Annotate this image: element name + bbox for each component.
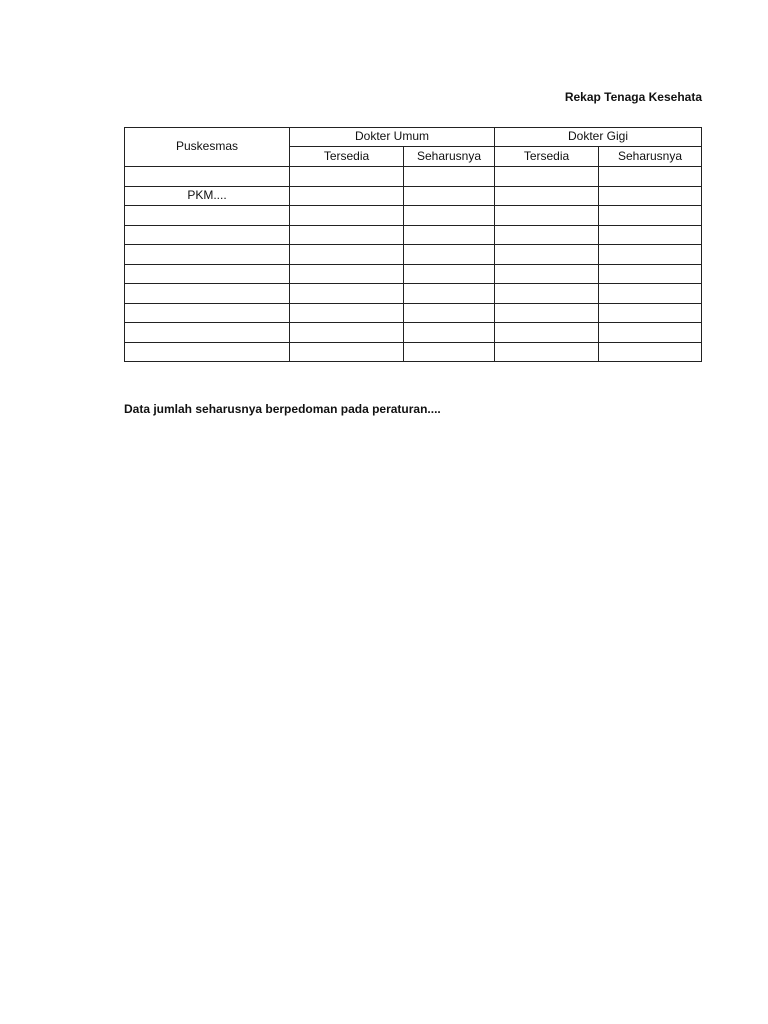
document-footnote: Data jumlah seharusnya berpedoman pada peraturan....: [124, 402, 441, 416]
cell-du-seharusnya: [404, 303, 495, 323]
header-dokter-umum: Dokter Umum: [290, 128, 495, 147]
cell-du-tersedia: [290, 206, 404, 226]
cell-dg-seharusnya: [599, 186, 702, 206]
cell-du-seharusnya: [404, 323, 495, 343]
cell-dg-seharusnya: [599, 303, 702, 323]
header-du-tersedia: Tersedia: [290, 147, 404, 167]
cell-dg-tersedia: [495, 303, 599, 323]
cell-du-tersedia: [290, 284, 404, 304]
cell-dg-tersedia: [495, 342, 599, 362]
cell-puskesmas: [125, 303, 290, 323]
table-row: [125, 206, 702, 226]
header-puskesmas: Puskesmas: [125, 128, 290, 167]
table-row: [125, 264, 702, 284]
table-row: [125, 323, 702, 343]
cell-dg-seharusnya: [599, 245, 702, 265]
cell-du-tersedia: [290, 323, 404, 343]
cell-dg-tersedia: [495, 245, 599, 265]
cell-puskesmas: [125, 284, 290, 304]
cell-du-tersedia: [290, 264, 404, 284]
table-row: [125, 167, 702, 187]
cell-du-seharusnya: [404, 225, 495, 245]
cell-dg-tersedia: [495, 167, 599, 187]
header-dg-tersedia: Tersedia: [495, 147, 599, 167]
cell-dg-tersedia: [495, 323, 599, 343]
cell-dg-seharusnya: [599, 264, 702, 284]
cell-dg-tersedia: [495, 264, 599, 284]
table-row: [125, 245, 702, 265]
cell-puskesmas: [125, 206, 290, 226]
table-row: [125, 284, 702, 304]
cell-dg-tersedia: [495, 186, 599, 206]
cell-puskesmas: [125, 225, 290, 245]
cell-du-tersedia: [290, 186, 404, 206]
cell-dg-seharusnya: [599, 323, 702, 343]
cell-du-seharusnya: [404, 264, 495, 284]
cell-du-seharusnya: [404, 206, 495, 226]
cell-puskesmas: [125, 167, 290, 187]
cell-du-seharusnya: [404, 342, 495, 362]
recap-table: [124, 127, 702, 362]
table-header-row: [125, 128, 702, 147]
cell-puskesmas: PKM....: [125, 186, 290, 206]
header-du-seharusnya: Seharusnya: [404, 147, 495, 167]
cell-du-tersedia: [290, 303, 404, 323]
cell-puskesmas: [125, 245, 290, 265]
document-title: Rekap Tenaga Kesehata: [564, 90, 702, 104]
cell-dg-seharusnya: [599, 342, 702, 362]
cell-puskesmas: [125, 264, 290, 284]
table-row: [125, 303, 702, 323]
cell-dg-seharusnya: [599, 206, 702, 226]
cell-du-seharusnya: [404, 167, 495, 187]
header-dg-seharusnya: Seharusnya: [599, 147, 702, 167]
cell-dg-seharusnya: [599, 284, 702, 304]
cell-du-tersedia: [290, 342, 404, 362]
cell-du-seharusnya: [404, 245, 495, 265]
cell-dg-tersedia: [495, 206, 599, 226]
cell-du-seharusnya: [404, 186, 495, 206]
table-row: [125, 225, 702, 245]
table-row: [125, 342, 702, 362]
cell-du-tersedia: [290, 245, 404, 265]
cell-dg-tersedia: [495, 225, 599, 245]
header-dokter-gigi: Dokter Gigi: [495, 128, 702, 147]
cell-dg-seharusnya: [599, 167, 702, 187]
cell-puskesmas: [125, 323, 290, 343]
cell-du-tersedia: [290, 225, 404, 245]
table-row: [125, 186, 702, 206]
cell-dg-seharusnya: [599, 225, 702, 245]
cell-du-tersedia: [290, 167, 404, 187]
cell-dg-tersedia: [495, 284, 599, 304]
cell-du-seharusnya: [404, 284, 495, 304]
cell-puskesmas: [125, 342, 290, 362]
